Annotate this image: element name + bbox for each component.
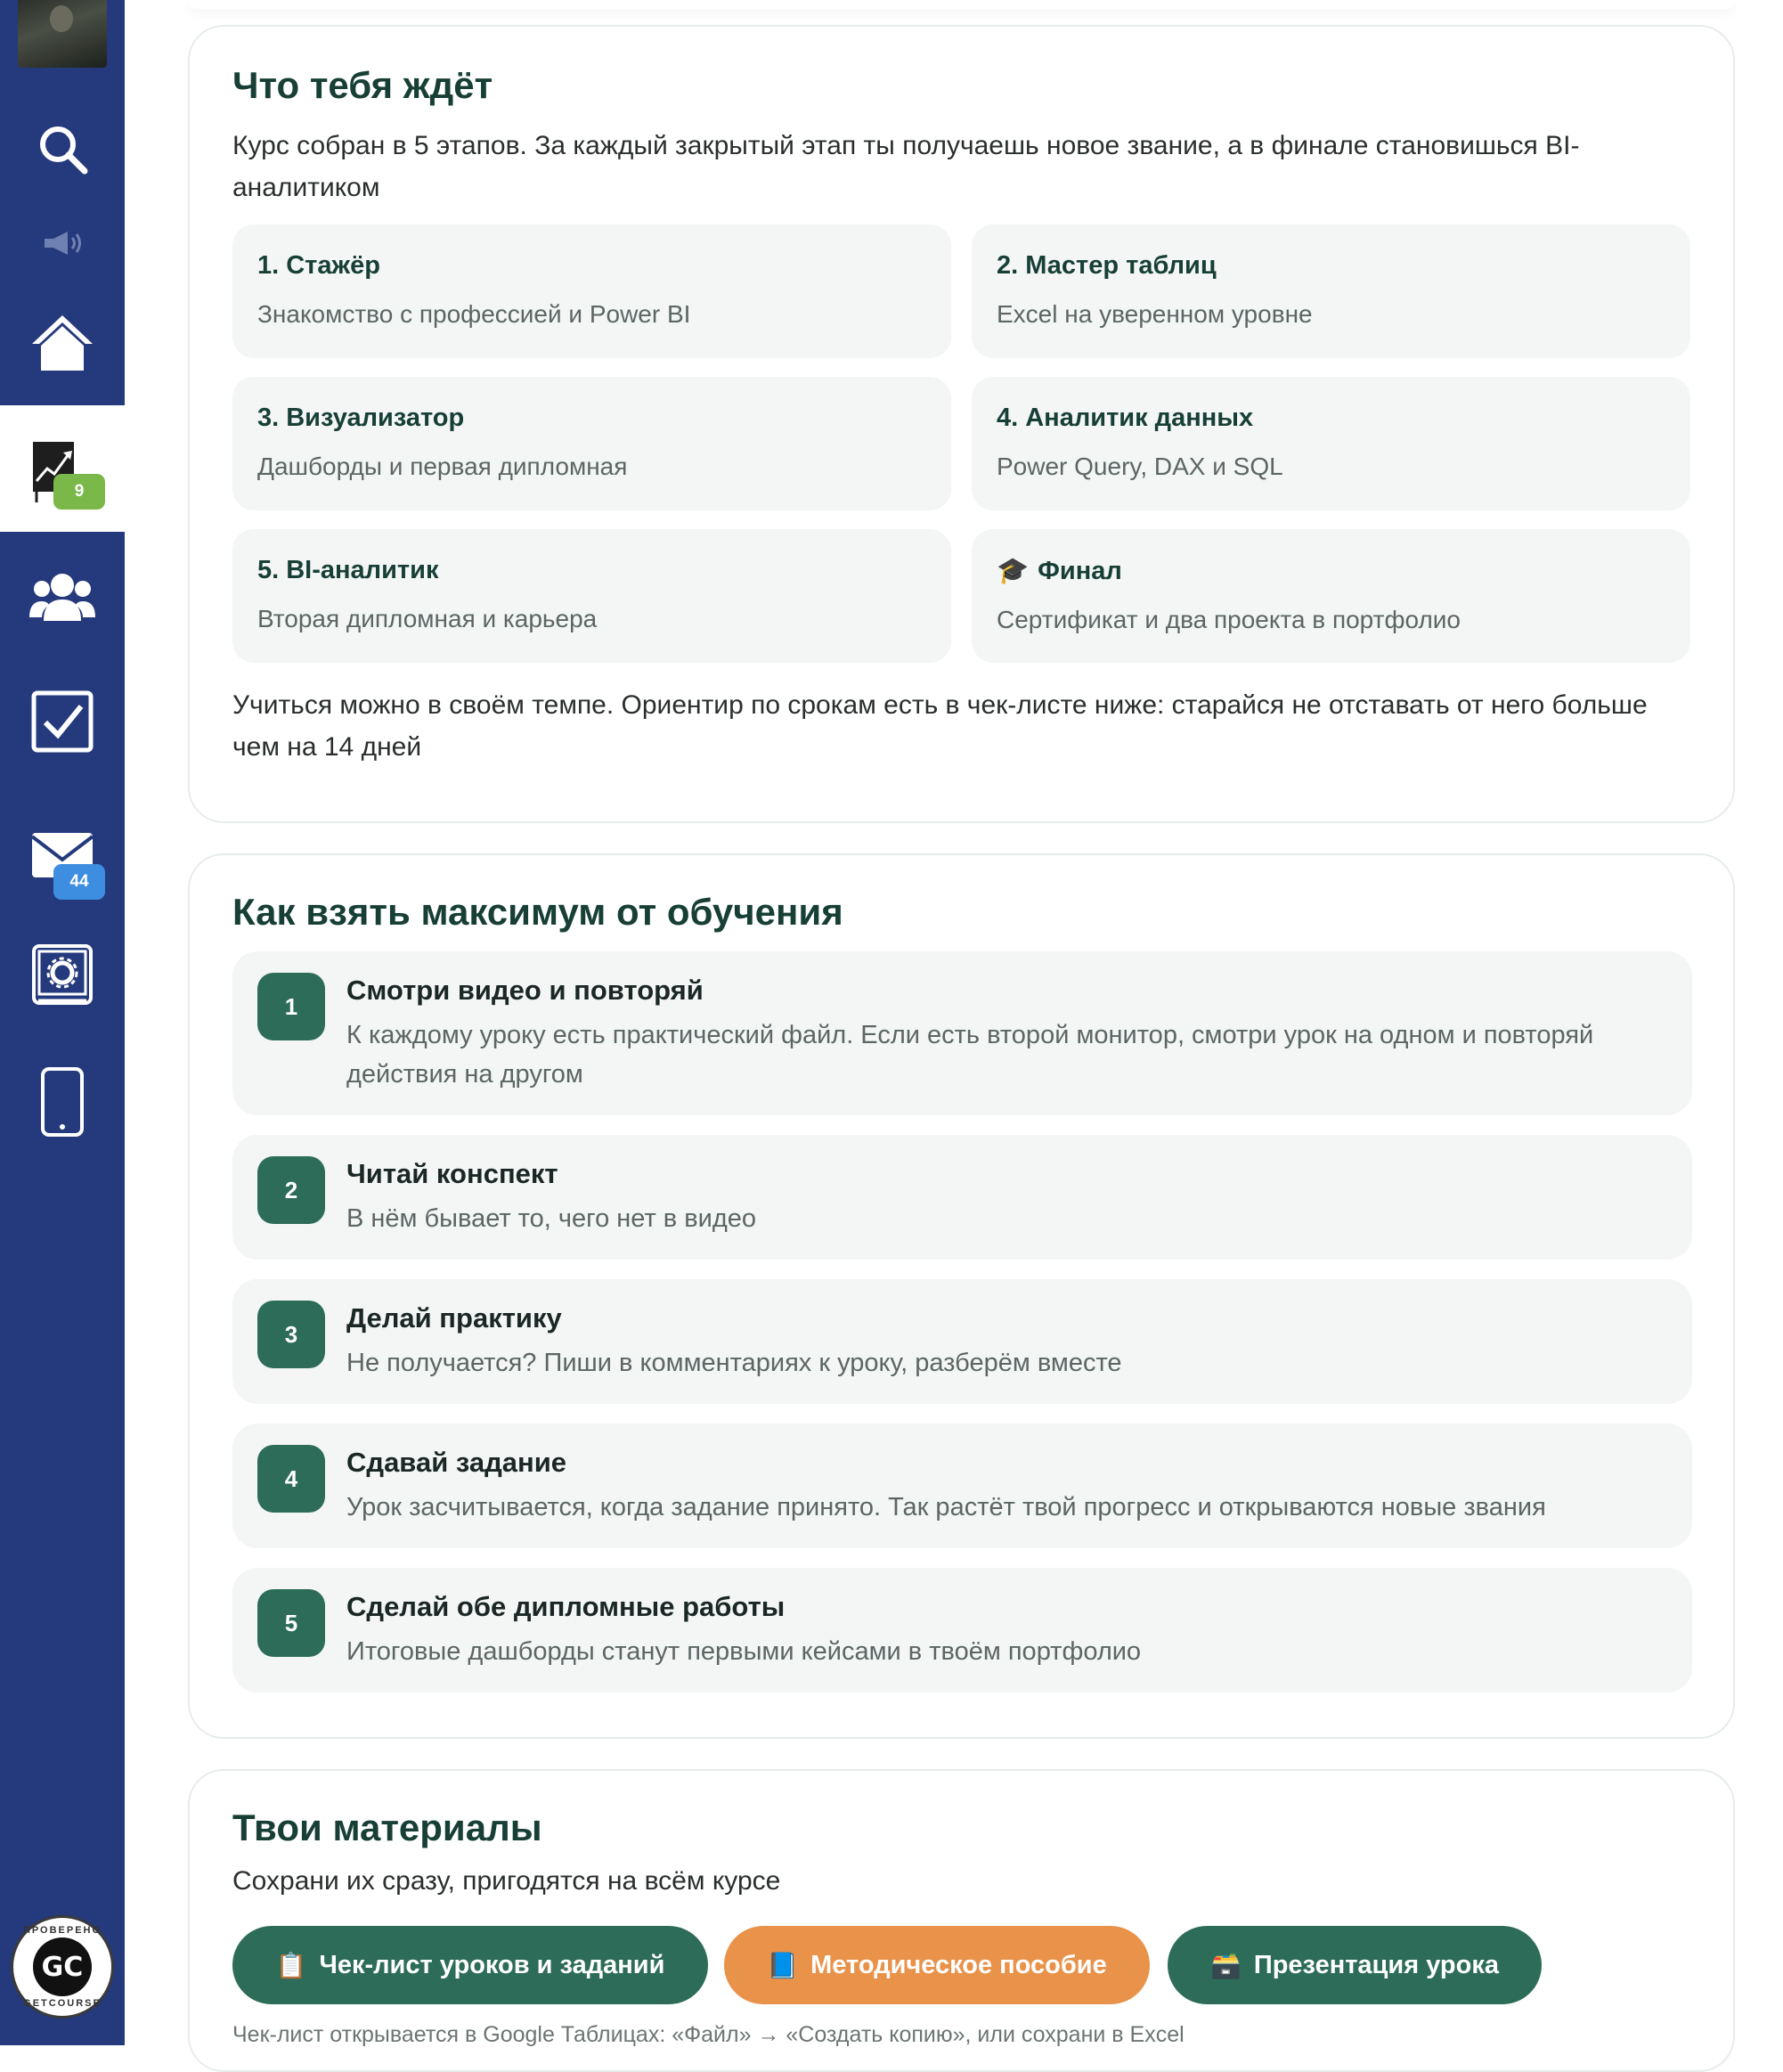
card-box-icon: 🗃️ [1209, 1951, 1242, 1979]
stage-title: 5. BI-аналитик [257, 556, 439, 584]
methodical-guide-button[interactable] [724, 1926, 1150, 2004]
tip-item [232, 951, 1692, 1115]
checklist-button[interactable] [232, 1926, 708, 2004]
sidebar-item-community[interactable] [0, 557, 125, 637]
stage-title: 2. Мастер таблиц [997, 251, 1217, 280]
megaphone-icon [41, 229, 84, 257]
materials-card [188, 1769, 1735, 2072]
section-footer-text: Учиться можно в своём темпе. Ориентир по срокам есть в чек-листе ниже: старайся не отставать от него больше чем на 14 дней [232, 690, 1648, 762]
getcourse-verified-logo[interactable] [11, 1915, 114, 2019]
tip-title: Смотри видео и повторяй [346, 975, 704, 1006]
graduation-cap-icon: 🎓 [997, 557, 1030, 585]
sidebar-item-settings[interactable] [0, 937, 125, 1012]
tip-item [232, 1135, 1692, 1260]
section-lead: Курс собран в 5 этапов. За каждый закрытый этап ты получаешь новое звание, а в финале становишься BI-аналитиком [232, 131, 1580, 202]
logo-center-text: GC [33, 1937, 92, 1996]
search-icon [36, 122, 89, 175]
stage-desc: Power Query, DAX и SQL [997, 453, 1283, 480]
tip-title: Сделай обе дипломные работы [346, 1591, 786, 1622]
book-icon: 📘 [767, 1951, 799, 1979]
sidebar-item-messages[interactable] [0, 820, 125, 900]
sidebar-item-home[interactable] [0, 303, 125, 383]
stage-title-text: Финал [1038, 556, 1122, 585]
button-label: Презентация урока [1253, 1950, 1500, 1979]
clipboard-icon: 📋 [275, 1951, 307, 1979]
progress-badge: 9 [53, 474, 105, 510]
stage-title: 1. Стажёр [257, 251, 380, 280]
sidebar [0, 0, 125, 2045]
section-lead: Сохрани их сразу, пригодятся на всём курсе [232, 1866, 781, 1896]
presentation-button[interactable] [1168, 1926, 1542, 2004]
tip-item [232, 1423, 1692, 1548]
logo-bottom-text: GETCOURSE [23, 1998, 102, 2009]
settings-icon [31, 943, 94, 1006]
tip-desc: К каждому уроку есть практический файл. Если есть второй монитор, смотри урок на одном и повторяй действия на другом [346, 1021, 1594, 1089]
stage-card [232, 224, 951, 358]
stage-desc: Excel на уверенном уровне [997, 300, 1313, 328]
tip-desc: Урок засчитывается, когда задание принято. Так растёт твой прогресс и открываются новые звания [346, 1493, 1546, 1521]
sidebar-item-progress[interactable] [0, 405, 125, 532]
messages-badge: 44 [53, 864, 105, 900]
tip-item [232, 1279, 1692, 1404]
sidebar-item-tasks[interactable] [0, 686, 125, 757]
stage-card [972, 224, 1690, 358]
course-overview-card [188, 25, 1735, 823]
stage-card [972, 377, 1690, 510]
sidebar-item-mobile-app[interactable] [0, 1062, 125, 1142]
button-label: Чек-лист уроков и заданий [319, 1950, 665, 1979]
checkbox-icon [31, 690, 94, 753]
tip-number: 2 [257, 1156, 325, 1224]
button-label: Методическое пособие [810, 1950, 1107, 1979]
stage-title: 4. Аналитик данных [997, 404, 1254, 432]
sidebar-item-announcements[interactable] [0, 221, 125, 265]
tip-desc: Итоговые дашборды станут первыми кейсами в твоём портфолио [346, 1637, 1142, 1666]
tip-number: 3 [257, 1301, 325, 1368]
stage-title [997, 556, 1665, 586]
stage-card-final [972, 529, 1690, 663]
avatar [18, 0, 107, 68]
stage-desc: Дашборды и первая дипломная [257, 453, 628, 480]
tip-number: 1 [257, 973, 325, 1040]
tip-number: 4 [257, 1445, 325, 1513]
stage-desc: Вторая дипломная и карьера [257, 605, 598, 632]
phone-icon [40, 1066, 85, 1138]
study-tips-card [188, 853, 1735, 1739]
tip-title: Читай конспект [346, 1158, 558, 1189]
stage-title: 3. Визуализатор [257, 404, 465, 432]
tip-number: 5 [257, 1589, 325, 1657]
tip-item [232, 1568, 1692, 1693]
previous-card-edge [188, 0, 1735, 9]
tip-title: Сдавай задание [346, 1447, 567, 1478]
stage-card [232, 377, 951, 510]
stage-card [232, 529, 951, 663]
home-icon [28, 312, 96, 374]
users-icon [29, 569, 95, 624]
tip-desc: В нём бывает то, чего нет в видео [346, 1204, 757, 1233]
stage-desc: Сертификат и два проекта в портфолио [997, 606, 1461, 633]
section-title: Как взять максимум от обучения [232, 891, 843, 933]
sidebar-item-search[interactable] [0, 107, 125, 191]
section-title: Что тебя ждёт [232, 64, 493, 106]
user-avatar-button[interactable] [0, 0, 125, 68]
stage-desc: Знакомство с профессией и Power BI [257, 300, 691, 328]
section-title: Твои материалы [232, 1807, 542, 1848]
logo-top-text: ПРОВЕРЕНО [22, 1925, 102, 1936]
tip-title: Делай практику [346, 1302, 562, 1334]
tip-desc: Не получается? Пиши в комментариях к уроку, разберём вместе [346, 1349, 1122, 1377]
materials-note: Чек-лист открывается в Google Таблицах: «Файл» → «Создать копию», или сохрани в Excel [232, 2022, 1185, 2047]
